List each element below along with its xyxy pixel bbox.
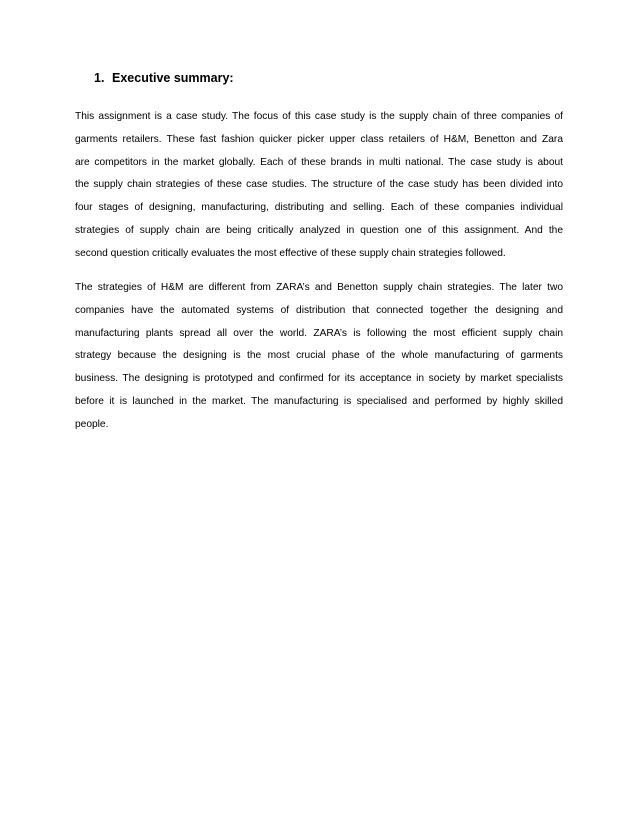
paragraph-line: the supply chain strategies of these case studies. The structure of the case study has been divided into — [75, 179, 563, 191]
paragraph-line: strategies of supply chain are being critically analyzed in question one of this assignment. And the — [75, 224, 563, 236]
paragraph-line: are competitors in the market globally. Each of these brands in multi national. The case study is about — [75, 156, 563, 168]
paragraph-line: The strategies of H&M are different from ZARA’s and Benetton supply chain strategies. The later two — [75, 282, 563, 293]
paragraph-line: manufacturing plants spread all over the world. ZARA’s is following the most efficient supply chain — [75, 327, 563, 339]
paragraph-2 — [75, 277, 563, 436]
paragraph-line: garments retailers. These fast fashion quicker picker upper class retailers of H&M, Benetton and Zara — [75, 133, 563, 145]
paragraph-line: second question critically evaluates the most effective of these supply chain strategies followed. — [75, 247, 506, 259]
paragraph-line: people. — [75, 418, 109, 430]
paragraph-line: This assignment is a case study. The focus of this case study is the supply chain of three companies of — [75, 111, 563, 122]
paragraph-line: before it is launched in the market. The manufacturing is specialised and performed by highly skilled — [75, 395, 563, 407]
paragraph-1 — [75, 106, 563, 265]
paragraph-line: four stages of designing, manufacturing, distributing and selling. Each of these companies individual — [75, 202, 563, 213]
paragraph-line: companies have the automated systems of distribution that connected together the designing and — [75, 304, 563, 316]
paragraph-line: strategy because the designing is the most crucial phase of the whole manufacturing of garments — [75, 350, 563, 362]
section-number: 1. — [94, 71, 105, 85]
section-title: Executive summary: — [112, 71, 234, 85]
section-heading — [94, 70, 234, 86]
paragraph-line: business. The designing is prototyped and confirmed for its acceptance in society by market specialists — [75, 373, 563, 384]
